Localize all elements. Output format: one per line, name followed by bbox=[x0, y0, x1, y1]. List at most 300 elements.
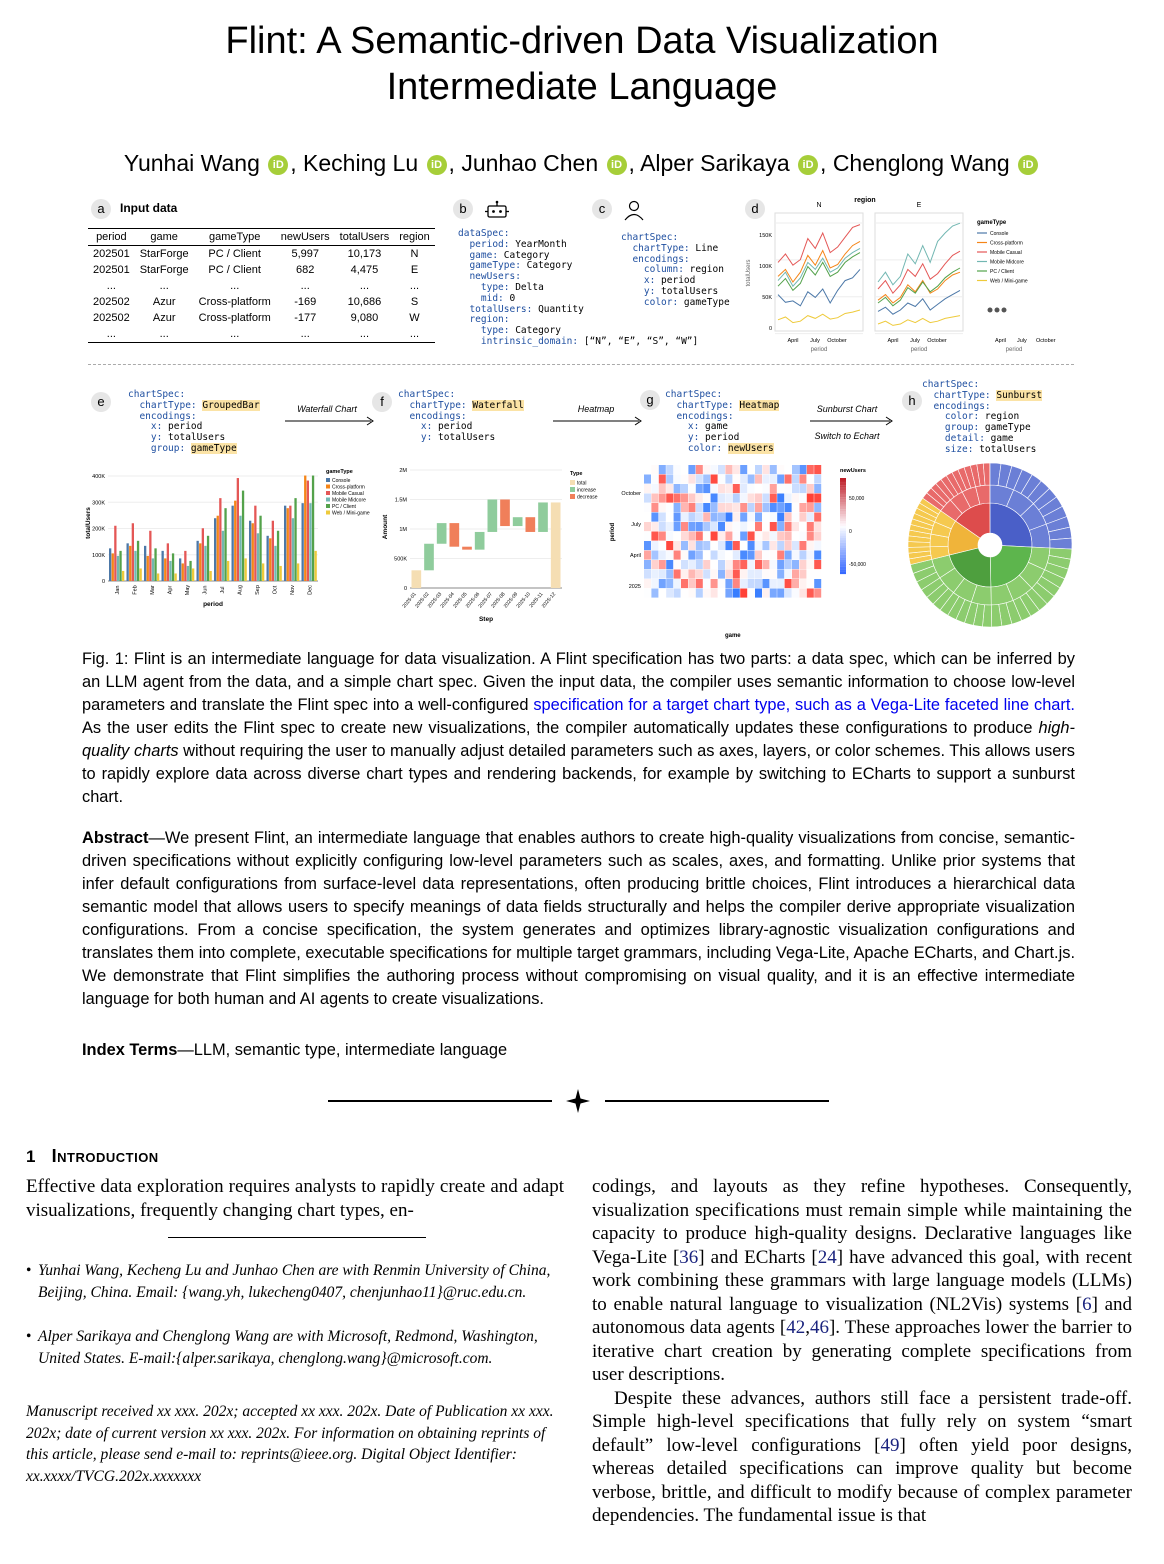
arrow-label-sunburst: Sunburst Chart bbox=[816, 404, 878, 414]
heatmap-cell bbox=[807, 494, 814, 503]
table-cell: 202502 bbox=[93, 311, 130, 324]
heatmap-cell bbox=[792, 579, 799, 588]
table-cell: ... bbox=[159, 279, 169, 292]
heatmap-cell bbox=[733, 551, 740, 560]
heatmap-cell bbox=[748, 551, 755, 560]
axis-label: period bbox=[810, 347, 828, 353]
heatmap-cell bbox=[814, 560, 821, 569]
sunburst-center bbox=[978, 533, 1002, 557]
waterfall-bar bbox=[500, 500, 510, 527]
tick-label: 1M bbox=[399, 527, 407, 533]
heatmap-cell bbox=[644, 570, 651, 579]
code-token: period: bbox=[458, 238, 516, 250]
axis-label: period bbox=[1005, 347, 1023, 353]
bar bbox=[309, 503, 311, 581]
axis-label: period bbox=[203, 601, 223, 608]
heatmap-cell bbox=[785, 503, 792, 512]
tick-label: 2025 bbox=[628, 584, 641, 590]
tick-label: Mar bbox=[149, 585, 156, 595]
column-header: game bbox=[150, 231, 178, 243]
heatmap-cell bbox=[770, 570, 777, 579]
heatmap-cell bbox=[777, 579, 784, 588]
color-ramp bbox=[840, 516, 846, 519]
code-token: region bbox=[984, 411, 1020, 423]
heatmap-cell bbox=[703, 475, 710, 484]
heatmap-cell bbox=[733, 570, 740, 579]
citation-link[interactable]: 49 bbox=[880, 1434, 900, 1456]
heatmap-cell bbox=[792, 465, 799, 474]
heatmap-cell bbox=[725, 484, 732, 493]
legend-item: PC / Client bbox=[990, 269, 1014, 275]
table-cell: 9,080 bbox=[350, 311, 379, 324]
heatmap-cell bbox=[651, 579, 658, 588]
heatmap-cell bbox=[666, 503, 673, 512]
code-token: totalUsers bbox=[438, 432, 496, 444]
column-header: totalUsers bbox=[339, 231, 390, 243]
waterfall-bar bbox=[526, 517, 536, 532]
orcid-icon[interactable]: iD bbox=[268, 155, 288, 175]
heatmap-cell bbox=[651, 465, 658, 474]
heatmap-cell bbox=[785, 465, 792, 474]
heatmap-cell bbox=[807, 522, 814, 531]
code-line bbox=[128, 444, 260, 455]
orcid-icon[interactable]: iD bbox=[798, 155, 818, 175]
code-token: x: bbox=[665, 421, 706, 433]
orcid-icon[interactable]: iD bbox=[427, 155, 447, 175]
code-token: Heatmap bbox=[739, 399, 780, 411]
intro-text: ] and autonomous data agents [ bbox=[592, 1293, 1132, 1338]
color-ramp bbox=[840, 485, 846, 488]
heatmap-cell bbox=[644, 522, 651, 531]
heatmap-cell bbox=[688, 551, 695, 560]
heatmap-cell bbox=[740, 475, 747, 484]
color-ramp bbox=[840, 528, 846, 531]
heatmap-cell bbox=[718, 551, 725, 560]
author-list: Yunhai Wang iD , Keching Lu iD , Junhao Chen iD , Alper Sarikaya iD , Chenglong Wang iD bbox=[0, 150, 1164, 177]
heatmap-cell bbox=[674, 484, 681, 493]
legend-item: Console bbox=[332, 478, 351, 484]
citation-link[interactable]: 42 bbox=[786, 1317, 806, 1338]
arrow-label-waterfall: Waterfall Chart bbox=[297, 404, 357, 414]
bar bbox=[137, 541, 139, 581]
waterfall-bar bbox=[551, 502, 561, 588]
intro-text: ] often yield poor designs, whereas detailed specifications can improve quality but become verbose, brittle, and difficult to modify because of complex parameter dependencies. The fundamental issue is that bbox=[592, 1434, 1133, 1526]
user-icon bbox=[623, 199, 645, 221]
heatmap-cell bbox=[688, 494, 695, 503]
heatmap-cell bbox=[696, 465, 703, 474]
heatmap-cell bbox=[755, 560, 762, 569]
orcid-icon[interactable]: iD bbox=[607, 155, 627, 175]
code-token: type: bbox=[458, 281, 516, 293]
code-token: chartSpec: bbox=[922, 379, 980, 390]
heatmap-cell bbox=[792, 494, 799, 503]
panel-label-h: h bbox=[902, 391, 922, 411]
heatmap-cell bbox=[688, 503, 695, 512]
tick-label: Nov bbox=[289, 585, 296, 595]
heatmap-chart bbox=[600, 462, 890, 642]
heatmap-cell bbox=[814, 475, 821, 484]
axis-label: game bbox=[724, 633, 741, 639]
intro-text: codings, and layouts as they refine hypotheses. Consequently, visualization specifications must remain simple while maintaining the capacity to produce high-quality designs. Declarative languages like Vega-Lite [ bbox=[592, 1176, 1132, 1268]
heatmap-cell bbox=[770, 541, 777, 550]
heatmap-cell bbox=[681, 522, 688, 531]
heatmap-cell bbox=[777, 532, 784, 541]
legend-title: Type bbox=[570, 471, 583, 477]
heatmap-cell bbox=[711, 570, 718, 579]
divider-right bbox=[605, 1100, 829, 1102]
heatmap-cell bbox=[681, 503, 688, 512]
tick-label: Feb bbox=[132, 585, 139, 595]
heatmap-cell bbox=[748, 522, 755, 531]
heatmap-cell bbox=[740, 503, 747, 512]
heatmap-cell bbox=[711, 513, 718, 522]
author-name[interactable]: Yunhai Wang bbox=[123, 150, 260, 176]
heatmap-cell bbox=[703, 494, 710, 503]
code-token: totalUsers bbox=[168, 432, 226, 444]
bar bbox=[167, 543, 169, 581]
tick-label: 2025-05 bbox=[452, 591, 469, 610]
tick-label: 2025-09 bbox=[502, 591, 520, 610]
legend-swatch bbox=[570, 494, 575, 499]
figure-caption bbox=[82, 648, 1075, 809]
tick-label: 2025-10 bbox=[515, 591, 532, 610]
heatmap-cell bbox=[762, 475, 769, 484]
heatmap-cell bbox=[725, 579, 732, 588]
color-ramp bbox=[840, 562, 846, 565]
code-token: color: bbox=[922, 411, 985, 423]
heatmap-cell bbox=[688, 522, 695, 531]
bar bbox=[307, 481, 309, 581]
table-cell: E bbox=[410, 263, 419, 276]
legend-tick: 0 bbox=[849, 529, 852, 535]
heatmap-cell bbox=[755, 494, 762, 503]
waterfall-chart bbox=[378, 463, 628, 623]
divider-left bbox=[328, 1100, 552, 1102]
heatmap-cell bbox=[807, 541, 814, 550]
table-cell: 202501 bbox=[93, 247, 130, 260]
panel-label-c: c bbox=[592, 199, 612, 219]
tick-label: Oct bbox=[272, 585, 279, 595]
code-token: color: bbox=[621, 296, 684, 308]
heatmap-cell bbox=[711, 560, 718, 569]
heatmap-cell bbox=[733, 494, 740, 503]
heatmap-cell bbox=[666, 570, 673, 579]
tick-label: 1.5M bbox=[394, 497, 407, 504]
table-row bbox=[88, 262, 435, 278]
tick-label: Dec bbox=[307, 585, 314, 595]
heatmap-cell bbox=[644, 551, 651, 560]
heatmap-cell bbox=[770, 589, 777, 598]
table-cell: PC / Client bbox=[208, 247, 261, 260]
table-cell: 10,173 bbox=[347, 247, 382, 260]
code-token: chartSpec: bbox=[621, 232, 679, 243]
legend-item: increase bbox=[577, 487, 596, 494]
bar bbox=[277, 531, 279, 581]
heatmap-cell bbox=[814, 579, 821, 588]
code-token: mid: bbox=[458, 292, 510, 304]
heatmap-cell bbox=[755, 532, 762, 541]
heatmap-cell bbox=[785, 579, 792, 588]
heatmap-cell bbox=[799, 579, 806, 588]
heatmap-cell bbox=[814, 541, 821, 550]
citation-link[interactable]: 6 bbox=[1082, 1293, 1092, 1315]
heatmap-cell bbox=[762, 465, 769, 474]
axis-label: Amount bbox=[382, 514, 389, 540]
code-token: period bbox=[438, 421, 473, 433]
tick-label: 50K bbox=[762, 295, 772, 301]
arrow-label-heatmap: Heatmap bbox=[577, 404, 615, 414]
heatmap-cell bbox=[792, 513, 799, 522]
heatmap-cell bbox=[777, 465, 784, 474]
heatmap-cell bbox=[666, 465, 673, 474]
table-cell: ... bbox=[230, 279, 240, 292]
heatmap-cell bbox=[762, 541, 769, 550]
heatmap-cell bbox=[792, 589, 799, 598]
code-token: totalUsers bbox=[979, 443, 1037, 455]
tick-label: October bbox=[827, 338, 847, 344]
heatmap-cell bbox=[681, 579, 688, 588]
code-token: x: bbox=[621, 275, 662, 287]
heatmap-cell bbox=[755, 484, 762, 493]
abstract-text: —We present Flint, an intermediate language that enables authors to create high-quality visualizations from concise, semantic-driven specifications without explicitly configuring low-level parameters such as scales, axes, and formatting. Unlike prior systems that infer default configurations from surface-level data representations, often producing brittle choices, Flint introduces a hierarchical data semantic model that allows users to specify meanings of data fields structurally and helps the compiler derive appropriate visualization configurations. From a concise specification, the system generates and optimizes library-agnostic visualization configurations and translates them into complete, executable specifications for multiple target grammars, including Vega-Lite, Apache ECharts, and Chart.js. We demonstrate that Flint simplifies the authoring process without compromising on visual quality, and it is an effective intermediate language for both human and AI agents to create visualizations. bbox=[82, 829, 1075, 1008]
author-name[interactable]: Junhao Chen bbox=[461, 150, 599, 176]
tick-label: October bbox=[927, 338, 947, 344]
heatmap-cell bbox=[666, 522, 673, 531]
heatmap-cell bbox=[748, 589, 755, 598]
legend-title: gameType bbox=[326, 469, 353, 475]
tick-label: 0 bbox=[101, 579, 105, 585]
column-header: region bbox=[399, 231, 430, 243]
arrow-label-echart: Switch to Echart bbox=[814, 431, 880, 441]
heatmap-cell bbox=[807, 475, 814, 484]
bar bbox=[204, 546, 206, 581]
author-name[interactable]: Keching Lu bbox=[303, 150, 419, 176]
heatmap-cell bbox=[762, 589, 769, 598]
code-token: group: bbox=[922, 422, 985, 434]
heatmap-cell bbox=[696, 494, 703, 503]
heatmap-cell bbox=[748, 503, 755, 512]
author-name[interactable]: Chenglong Wang bbox=[832, 150, 1010, 176]
bar bbox=[249, 521, 251, 581]
heatmap-cell bbox=[703, 484, 710, 493]
citation-link[interactable]: 24 bbox=[817, 1246, 837, 1268]
code-token: detail: bbox=[922, 432, 991, 444]
heatmap-cell bbox=[703, 503, 710, 512]
table-cell: Cross-platform bbox=[198, 311, 271, 324]
code-token: chartType: bbox=[665, 399, 740, 411]
code-token: YearMonth bbox=[515, 238, 567, 250]
more-facets-icon bbox=[988, 308, 993, 313]
color-ramp bbox=[840, 488, 846, 491]
bar bbox=[245, 558, 247, 581]
tick-label: 2025-02 bbox=[414, 591, 431, 610]
legend-swatch bbox=[326, 478, 330, 482]
heatmap-cell bbox=[688, 589, 695, 598]
bar bbox=[119, 551, 121, 581]
legend-item: decrease bbox=[577, 494, 598, 501]
bar bbox=[140, 568, 142, 581]
heatmap-cell bbox=[814, 522, 821, 531]
heatmap-cell bbox=[674, 532, 681, 541]
bar bbox=[224, 508, 226, 581]
heatmap-cell bbox=[674, 503, 681, 512]
table-header-row bbox=[88, 229, 435, 246]
heatmap-cell bbox=[770, 551, 777, 560]
bar bbox=[169, 561, 171, 581]
code-token: y: bbox=[128, 432, 169, 444]
code-token: gameType bbox=[683, 296, 730, 308]
color-ramp bbox=[840, 483, 846, 486]
code-token: x: bbox=[128, 421, 169, 433]
heatmap-cell bbox=[718, 522, 725, 531]
table-cell: -169 bbox=[294, 295, 317, 308]
heatmap-cell bbox=[740, 541, 747, 550]
intro-column-1: Effective data exploration requires analysts to rapidly create and adapt visualizations, frequently changing chart types, en- bbox=[26, 1176, 564, 1221]
title-line-1: Flint: A Semantic-driven Data Visualization bbox=[225, 20, 939, 62]
code-token: region: bbox=[458, 314, 510, 326]
heatmap-cell bbox=[725, 551, 732, 560]
heatmap-cell bbox=[711, 579, 718, 588]
heatmap-cell bbox=[740, 522, 747, 531]
code-token: newUsers bbox=[727, 442, 774, 454]
heatmap-cell bbox=[748, 465, 755, 474]
heatmap-cell bbox=[703, 465, 710, 474]
heatmap-cell bbox=[785, 589, 792, 598]
color-ramp bbox=[840, 531, 846, 534]
waterfall-bar bbox=[462, 547, 472, 550]
heatmap-cell bbox=[785, 541, 792, 550]
manuscript-note: Manuscript received xx xxx. 202x; accepted xx xxx. 202x. Date of Publication xx xxx. 202x; date of current version xx xxx. 202x. For information on obtaining reprints of this article, please send e-mail to: reprints@ieee.org. Digital Object Identifier: xx.xxxx/TVCG.202x.xxxxxxx bbox=[26, 1403, 554, 1485]
caption-link[interactable]: specification for a target chart type, such as a Vega-Lite faceted line chart. bbox=[533, 696, 1075, 714]
heatmap-cell bbox=[725, 532, 732, 541]
code-token: chartType: bbox=[621, 242, 696, 254]
more-facets-icon bbox=[1002, 308, 1007, 313]
caption-text-2: As the user edits the Flint spec to create new visualizations, the compiler automatically updates these configurations to produce bbox=[82, 719, 1039, 737]
citation-link[interactable]: 46 bbox=[809, 1317, 829, 1338]
heatmap-cell bbox=[799, 522, 806, 531]
code-token: y: bbox=[665, 432, 706, 444]
heatmap-cell bbox=[718, 560, 725, 569]
bar bbox=[297, 563, 299, 581]
heatmap-cell bbox=[740, 589, 747, 598]
bar bbox=[315, 551, 317, 581]
table-cell: ... bbox=[359, 279, 370, 292]
color-ramp bbox=[840, 495, 846, 498]
code-token: period bbox=[168, 421, 203, 433]
heatmap-cell bbox=[762, 522, 769, 531]
heatmap-cell bbox=[777, 522, 784, 531]
color-ramp bbox=[840, 492, 846, 495]
color-ramp bbox=[840, 533, 846, 536]
heatmap-cell bbox=[792, 475, 799, 484]
heatmap-cell bbox=[725, 560, 732, 569]
sunburst-chart bbox=[900, 460, 1080, 640]
bar bbox=[144, 546, 146, 581]
series-line bbox=[778, 310, 860, 323]
tick-label: Jul bbox=[219, 586, 226, 594]
code-token: encodings: bbox=[398, 410, 467, 422]
bar bbox=[289, 506, 291, 581]
heatmap-cell bbox=[777, 551, 784, 560]
heatmap-cell bbox=[785, 513, 792, 522]
code-token: x: bbox=[398, 421, 439, 433]
heatmap-cell bbox=[666, 541, 673, 550]
heatmap-cell bbox=[651, 589, 658, 598]
code-token: chartType: bbox=[398, 399, 473, 411]
heatmap-cell bbox=[659, 551, 666, 560]
bar bbox=[280, 566, 282, 581]
heatmap-cell bbox=[777, 541, 784, 550]
heatmap-cell bbox=[762, 532, 769, 541]
heatmap-cell bbox=[703, 570, 710, 579]
table-cell: StarForge bbox=[139, 247, 189, 260]
heatmap-cell bbox=[792, 551, 799, 560]
tick-label: Apr bbox=[167, 585, 174, 595]
heatmap-cell bbox=[681, 475, 688, 484]
heatmap-cell bbox=[785, 484, 792, 493]
legend-item: PC / Client bbox=[332, 504, 356, 510]
intro-text: Despite these advances, authors still face a persistent trade-off. Simple high-level specifications that fully rely on system “smart default” low-level configurations [ bbox=[592, 1387, 1132, 1456]
heatmap-cell bbox=[725, 522, 732, 531]
bar bbox=[210, 571, 212, 581]
code-token: totalUsers bbox=[661, 285, 719, 297]
waterfall-bar bbox=[437, 523, 447, 544]
heatmap-cell bbox=[666, 494, 673, 503]
bar bbox=[304, 476, 306, 581]
heatmap-cell bbox=[799, 503, 806, 512]
heatmap-cell bbox=[718, 465, 725, 474]
heatmap-cell bbox=[666, 589, 673, 598]
tick-label: Jan bbox=[114, 585, 121, 595]
heatmap-cell bbox=[785, 475, 792, 484]
heatmap-cell bbox=[740, 513, 747, 522]
citation-link[interactable]: 36 bbox=[679, 1246, 699, 1268]
heatmap-cell bbox=[807, 465, 814, 474]
bar bbox=[269, 538, 271, 581]
heatmap-cell bbox=[711, 475, 718, 484]
heatmap-cell bbox=[666, 579, 673, 588]
orcid-icon[interactable]: iD bbox=[1018, 155, 1038, 175]
footnote-text: Yunhai Wang, Kecheng Lu and Junhao Chen are with Renmin University of China, Beijing, China. Email: {wang.yh, lukecheng0407, chenjunhao11}@ruc.edu.cn. bbox=[38, 1262, 551, 1301]
table-row bbox=[88, 326, 435, 343]
heatmap-cell bbox=[770, 494, 777, 503]
code-token: size: bbox=[922, 443, 980, 455]
code-token: GroupedBar bbox=[202, 399, 260, 411]
bar bbox=[292, 518, 294, 581]
heatmap-cell bbox=[725, 475, 732, 484]
heatmap-cell bbox=[688, 541, 695, 550]
code-token: encodings: bbox=[665, 410, 734, 422]
heatmap-cell bbox=[755, 541, 762, 550]
heatmap-cell bbox=[703, 513, 710, 522]
heatmap-cell bbox=[762, 503, 769, 512]
color-ramp bbox=[840, 555, 846, 558]
author-name[interactable]: Alper Sarikaya bbox=[640, 150, 790, 176]
tick-label: 2025-08 bbox=[490, 591, 507, 610]
heatmap-cell bbox=[659, 494, 666, 503]
chart-spec-heatmap-code bbox=[665, 390, 779, 455]
code-token: color: bbox=[665, 442, 728, 454]
abstract-heading: Abstract bbox=[82, 829, 149, 847]
axis-label: period bbox=[610, 522, 616, 542]
tick-label: July bbox=[1017, 338, 1027, 344]
bar bbox=[154, 548, 156, 581]
star-divider-icon bbox=[565, 1088, 591, 1114]
arrow-right-icon bbox=[810, 416, 894, 426]
bar bbox=[242, 491, 244, 581]
heatmap-cell bbox=[681, 551, 688, 560]
heatmap-cell bbox=[651, 541, 658, 550]
